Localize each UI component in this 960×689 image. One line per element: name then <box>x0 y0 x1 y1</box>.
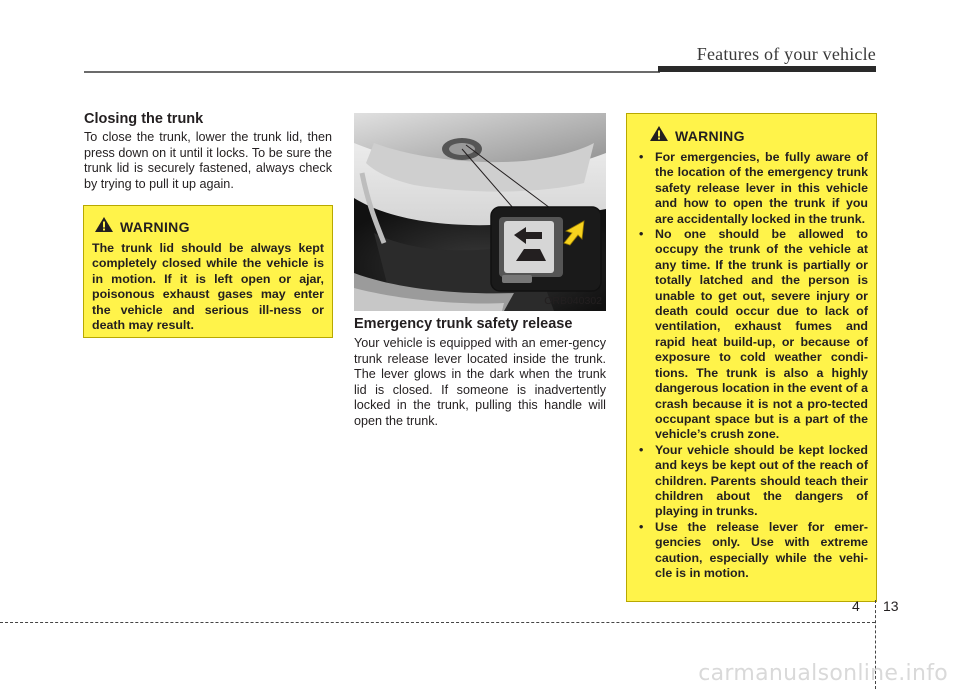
bullet-icon: • <box>639 442 644 457</box>
closing-trunk-body: To close the trunk, lower the trunk lid, then press down on it until it locks. To be sure the trunk lid is securely fastened, always check by trying to pull it up again. <box>84 130 332 191</box>
warning-box-emergency <box>626 113 877 602</box>
figure-code: ORB040302 <box>544 295 602 307</box>
page-header-title: Features of your vehicle <box>696 44 876 64</box>
page-number: 13 <box>883 598 899 614</box>
warning-item-text: No one should be allowed to occupy the trunk of the vehicle at any time. If the trunk is partially or totally latched and the person is unable to get out, severe injury or death could occur due to lack of ventilation, exhaust fumes and rapid heat build-up, or because of exposure to cold weather condi-tions. The trunk is also a highly dangerous location in the event of a crash because it is not a pro-tected occupant space but is a part of the vehicle’s crush zone. <box>655 227 868 442</box>
warning-item-text: Your vehicle should be kept locked and keys be kept out of the reach of children. Parents should teach their children about the dangers of playing in trunks. <box>655 442 868 519</box>
warning-list-item <box>635 150 868 227</box>
warning-heading-row <box>92 216 324 238</box>
warning-list <box>635 150 868 581</box>
section-number: 4 <box>852 598 860 614</box>
warning-triangle-icon <box>649 125 669 147</box>
emergency-release-body: Your vehicle is equipped with an emer-gency trunk release lever located inside the trunk. The lever glows in the dark when the trunk lid is closed. If someone is inadvertently locked in the trunk, pulling this handle will open the trunk. <box>354 336 606 428</box>
warning-box-trunk-lid <box>83 205 333 338</box>
warning-heading: WARNING <box>120 219 190 235</box>
closing-trunk-heading: Closing the trunk <box>84 111 204 127</box>
warning-text: The trunk lid should be always kept completely closed while the vehicle is in motion. If it is left open or ajar, poisonous exhaust gases may enter the vehicle and serious ill-ness or death may result. <box>92 241 324 333</box>
warning-item-text: For emergencies, be fully aware of the location of the emergency trunk safety release lever in this vehicle and how to open the trunk if you are accidentally locked in the trunk. <box>655 150 868 226</box>
header-rule <box>84 71 660 73</box>
warning-list-item <box>635 443 868 520</box>
bullet-icon: • <box>639 519 644 534</box>
header-rule-accent <box>658 66 876 72</box>
trunk-release-figure <box>354 113 606 311</box>
emergency-release-heading: Emergency trunk safety release <box>354 316 573 332</box>
bullet-icon: • <box>639 150 644 164</box>
footer-divider <box>0 622 875 623</box>
watermark: carmanualsonline.info <box>698 661 948 686</box>
bullet-icon: • <box>639 227 644 242</box>
trunk-release-lever-illustration <box>354 113 606 311</box>
warning-item-text: Use the release lever for emer-gencies only. Use with extreme caution, especially while the vehi-cle is in motion. <box>655 519 868 580</box>
warning-heading-row <box>635 125 868 147</box>
warning-list-item <box>635 520 868 582</box>
warning-heading: WARNING <box>675 128 745 144</box>
warning-list-item <box>635 227 868 443</box>
warning-triangle-icon <box>94 216 114 238</box>
